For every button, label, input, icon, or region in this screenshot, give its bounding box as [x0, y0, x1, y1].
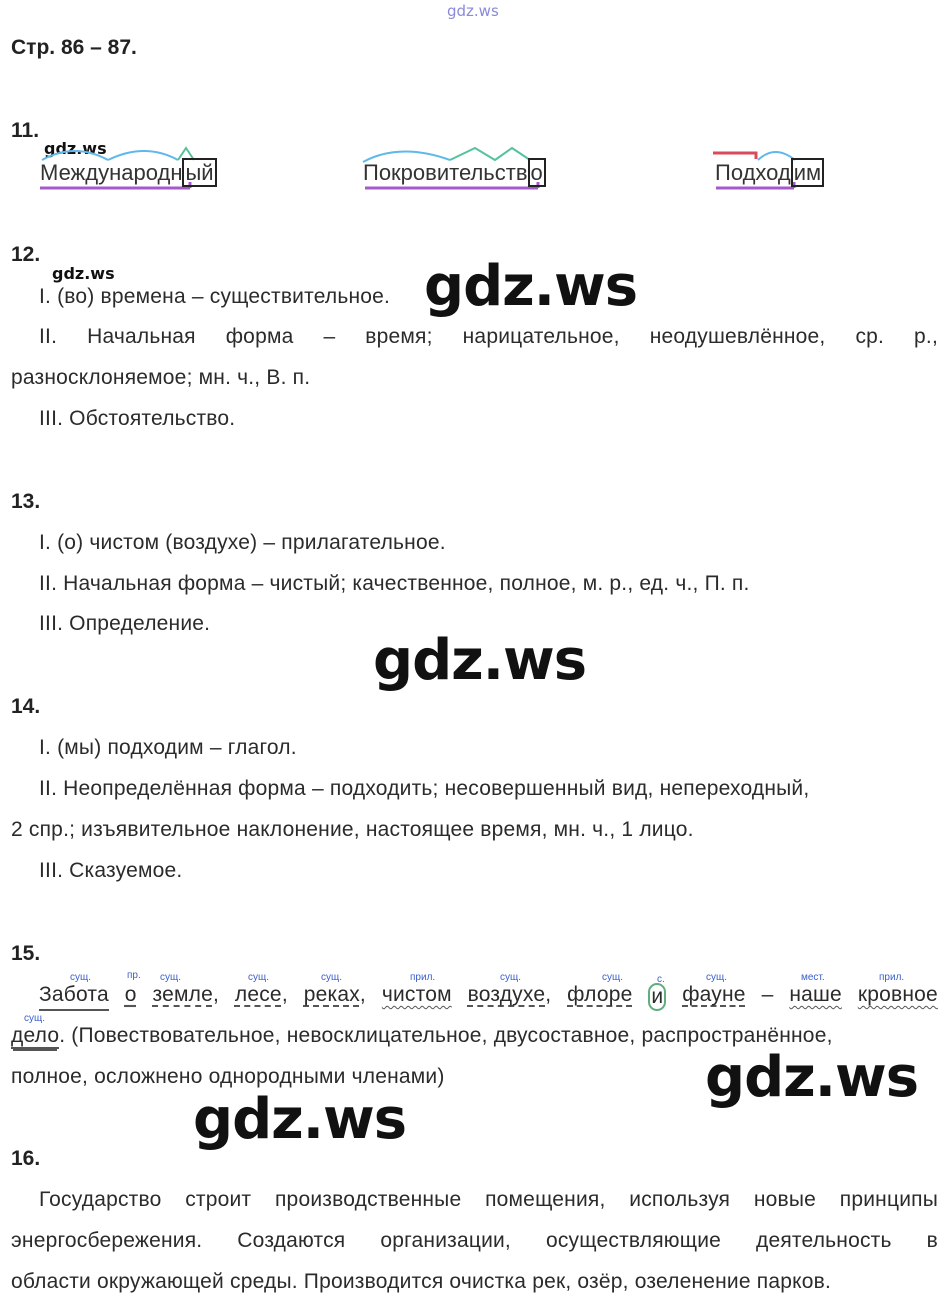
conjunction-circled: и [648, 983, 666, 1011]
ex14-line-4: III. Сказуемое. [39, 859, 183, 882]
word: фауне [682, 983, 746, 1006]
dash: – [761, 983, 774, 1006]
word: о [124, 983, 137, 1006]
ex14-line-1: I. (мы) подходим – глагол. [39, 736, 297, 759]
word: наше [789, 983, 842, 1006]
page-range-heading: Стр. 86 – 87. [11, 36, 137, 59]
predicate-word: дело [11, 1024, 60, 1047]
word1-ending: ый [182, 158, 216, 187]
pos-label: сущ. [706, 972, 728, 983]
watermark-small-1: gdz.ws [44, 139, 107, 158]
word-group: земле, [152, 983, 220, 1006]
pos-label: сущ. [24, 1013, 46, 1024]
ex14-line-2: II. Неопределённая форма – подходить; несовершенный вид, непереходный, [39, 777, 810, 800]
morpheme-word-2 [363, 160, 546, 186]
watermark-big-4: gdz.ws [193, 1087, 407, 1152]
exercise-11-number: 11. [11, 119, 40, 142]
ex12-line-1: I. (во) времена – существительное. [39, 285, 391, 308]
pos-label: сущ. [70, 972, 92, 983]
subject-word: Забота [39, 983, 109, 1011]
word3-ending: им [791, 158, 824, 187]
morpheme-word-3 [715, 160, 824, 186]
ex15-analysis-text: . (Повествовательное, невосклицательное, двусоставное, распространённое, [59, 1024, 833, 1047]
pos-label: мест. [801, 972, 825, 983]
exercise-14-number: 14. [11, 695, 41, 718]
word: кровное [857, 983, 938, 1006]
word-group: воздухе, [467, 983, 552, 1006]
word3-root-arc [758, 152, 795, 160]
word2-stem: Покровительств [363, 160, 528, 185]
pos-label: пр. [127, 970, 141, 981]
word: реках [303, 983, 360, 1006]
word2-suffix-caret [450, 148, 530, 160]
ex13-line-2: II. Начальная форма – чистый; качественное, полное, м. р., ед. ч., П. п. [39, 572, 750, 595]
ex16-line-3: области окружающей среды. Производится очистка рек, озёр, озеленение парков. [11, 1270, 831, 1293]
watermark-big-2: gdz.ws [373, 628, 587, 693]
word: чистом [381, 983, 452, 1006]
ex15-sentence-line-1 [39, 983, 938, 1011]
word: лесе [234, 983, 282, 1006]
word: флоре [567, 983, 633, 1006]
pos-label: с. [657, 974, 665, 985]
ex12-line-2: II. Начальная форма – время; нарицательное, неодушевлённое, ср. р., [39, 325, 938, 348]
ex16-line-2: энергосбережения. Создаются организации, осуществляющие деятельность в [11, 1229, 938, 1252]
word2-ending: о [528, 158, 546, 187]
watermark-big-3: gdz.ws [705, 1045, 919, 1110]
word: земле [152, 983, 213, 1006]
exercise-15-number: 15. [11, 942, 41, 965]
watermark-big-1: gdz.ws [424, 254, 638, 319]
word-group: реках, [303, 983, 366, 1006]
word1-root-arc [42, 151, 108, 160]
pos-label: прил. [410, 972, 436, 983]
word3-prefix-mark [713, 153, 756, 159]
pos-label: сущ. [160, 972, 182, 983]
exercise-13-number: 13. [11, 490, 41, 513]
pos-label: сущ. [248, 972, 270, 983]
word: воздухе [467, 983, 546, 1006]
word3-stem: Подход [715, 160, 791, 185]
ex12-line-3: разносклоняемое; мн. ч., В. п. [11, 366, 311, 389]
pos-label: сущ. [602, 972, 624, 983]
top-watermark: gdz.ws [447, 2, 499, 20]
ex13-line-3: III. Определение. [39, 612, 211, 635]
word1-stem: Международн [40, 160, 183, 185]
pos-label: сущ. [500, 972, 522, 983]
word-group: лесе, [234, 983, 288, 1006]
morpheme-word-1 [40, 160, 217, 186]
ex16-line-1: Государство строит производственные помещения, используя новые принципы [39, 1188, 938, 1211]
pos-label: сущ. [321, 972, 343, 983]
ex14-line-3: 2 спр.; изъявительное наклонение, настоящее время, мн. ч., 1 лицо. [11, 818, 694, 841]
ex12-line-4: III. Обстоятельство. [39, 407, 236, 430]
word1-suffix-arc [108, 151, 178, 160]
ex13-line-1: I. (о) чистом (воздухе) – прилагательное. [39, 531, 446, 554]
exercise-12-number: 12. [11, 243, 41, 266]
ex15-line-3: полное, осложнено однородными членами) [11, 1065, 445, 1088]
watermark-small-2: gdz.ws [52, 264, 115, 283]
exercise-16-number: 16. [11, 1147, 41, 1170]
pos-label: прил. [879, 972, 905, 983]
